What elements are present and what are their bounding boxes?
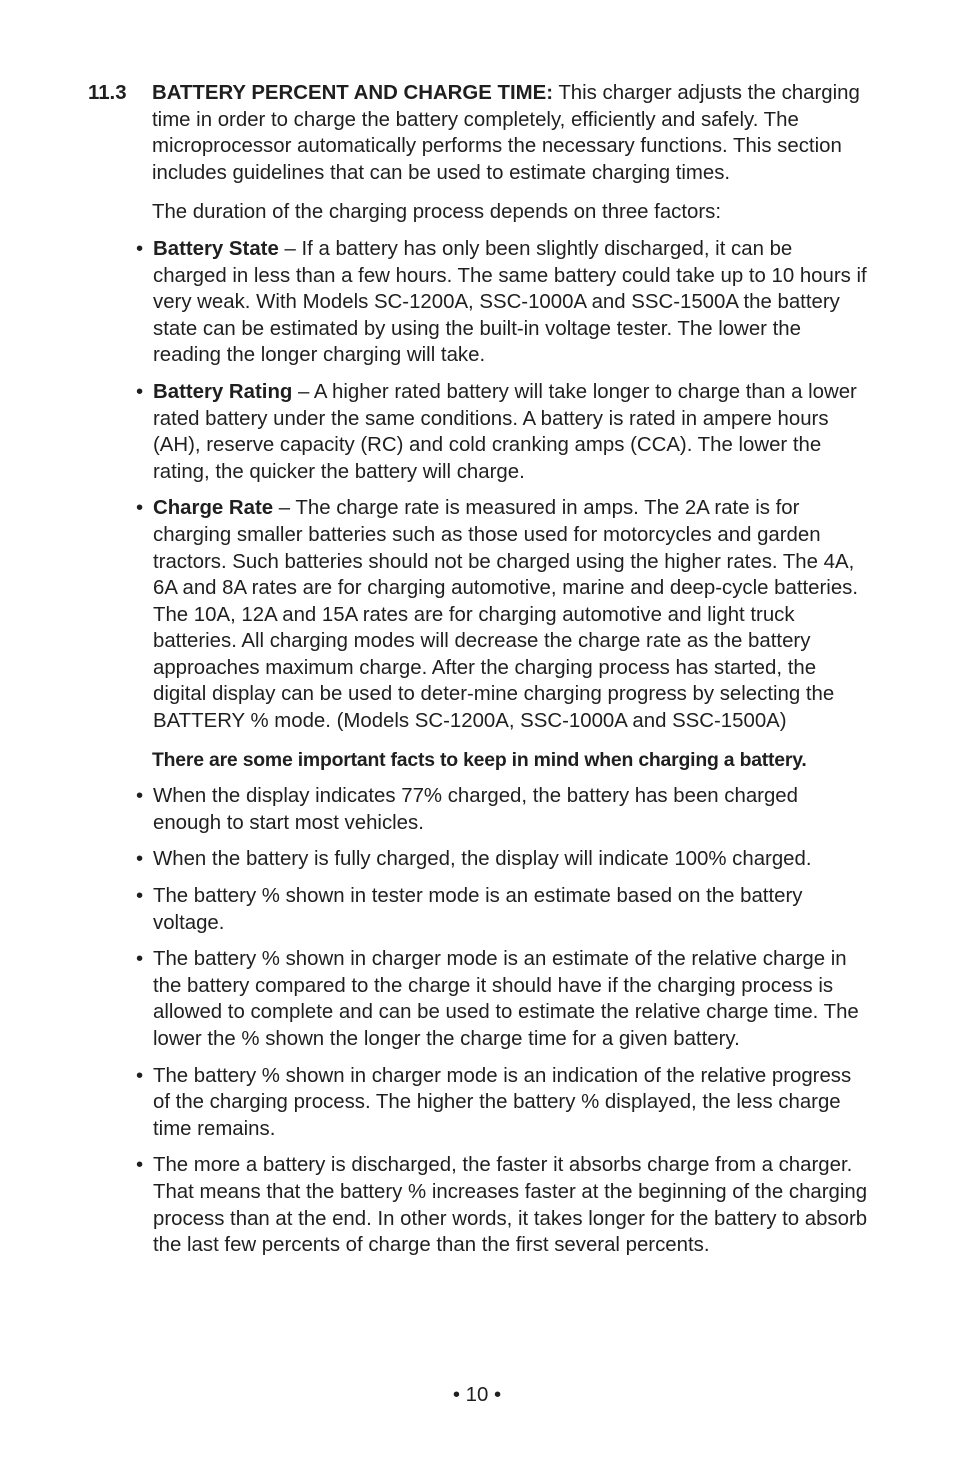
bullet-icon: • bbox=[136, 948, 144, 971]
factor-term: Charge Rate bbox=[153, 497, 274, 520]
bullet-icon: • bbox=[136, 380, 144, 403]
fact-text: When the display indicates 77% charged, the battery has been charged enough to start most vehicles. bbox=[153, 785, 798, 834]
facts-heading: There are some important facts to keep in mind when charging a battery. bbox=[152, 748, 807, 771]
factor-text: – If a battery has only been slightly discharged, it can be charged in less than a few hours. The same battery could take up to 10 hours if very weak. With Models SC-1200A, SSC-1000A and SSC-1500A the battery state can be estimated by using the built-in voltage tester. The lower the reading the longer charging will take. bbox=[153, 237, 867, 367]
fact-item bbox=[136, 1063, 870, 1143]
facts-list bbox=[136, 783, 870, 1259]
factor-term: Battery State bbox=[153, 237, 279, 260]
bullet-icon: • bbox=[136, 848, 144, 871]
factor-term: Battery Rating bbox=[153, 380, 293, 403]
bullet-icon: • bbox=[136, 1154, 144, 1177]
fact-item bbox=[136, 883, 870, 936]
fact-item bbox=[136, 846, 870, 873]
bullet-icon: • bbox=[136, 1064, 144, 1087]
factors-lead-text: The duration of the charging process depends on three factors: bbox=[152, 201, 722, 224]
bullet-icon: • bbox=[136, 237, 144, 260]
bullet-icon: • bbox=[136, 497, 144, 520]
fact-item bbox=[136, 1152, 870, 1258]
bullet-icon: • bbox=[136, 785, 144, 808]
section-11-3 bbox=[88, 80, 870, 1259]
section-intro-text: This charger adjusts the charging time in order to charge the battery completely, efficiently and safely. The microprocessor automatically performs the necessary functions. This section includes guidelines that can be used to estimate charging times. bbox=[152, 82, 860, 184]
factor-text: – A higher rated battery will take longer to charge than a lower rated battery under the same conditions. A battery is rated in ampere hours (AH), reserve capacity (RC) and cold cranking amps (CCA). The lower the rating, the quicker the battery will charge. bbox=[153, 380, 857, 483]
fact-text: The battery % shown in charger mode is an indication of the relative progress of the charging process. The higher the battery % displayed, the less charge time remains. bbox=[153, 1064, 852, 1140]
fact-item bbox=[136, 783, 870, 836]
factor-battery-state bbox=[136, 236, 870, 369]
factor-charge-rate bbox=[136, 495, 870, 734]
fact-text: The more a battery is discharged, the faster it absorbs charge from a charger. That means that the battery % increases faster at the beginning of the charging process than at the end. In other words, it takes longer for the battery to absorb the last few percents of charge than the first several percents. bbox=[153, 1154, 868, 1257]
fact-item bbox=[136, 946, 870, 1052]
factors-list bbox=[136, 236, 870, 735]
factor-battery-rating bbox=[136, 379, 870, 485]
fact-text: When the battery is fully charged, the display will indicate 100% charged. bbox=[153, 848, 812, 871]
page-number: • 10 • bbox=[452, 1384, 502, 1406]
fact-text: The battery % shown in charger mode is an estimate of the relative charge in the battery compared to the charge it should have if the charging process is allowed to complete and can be used to estimate the relative charge time. The lower the % shown the longer the charge time for a given battery. bbox=[153, 948, 859, 1050]
factor-text: – The charge rate is measured in amps. The 2A rate is for charging smaller batteries such as those used for motorcycles and garden tractors. Such batteries should not be charged using the higher rates. The 4A, 6A and 8A rates are for charging automotive, marine and deep-cycle batteries. The 10A, 12A and 15A rates are for charging automotive and light truck batteries. All charging modes will decrease the charge rate as the battery approaches maximum charge. After the charging process has started, the digital display can be used to deter-mine charging progress by selecting the BATTERY % mode. (Models SC-1200A, SSC-1000A and SSC-1500A) bbox=[153, 497, 859, 733]
section-intro-paragraph bbox=[152, 80, 870, 186]
section-number: 11.3 bbox=[88, 82, 127, 104]
fact-text: The battery % shown in tester mode is an estimate based on the battery voltage. bbox=[153, 885, 803, 934]
bullet-icon: • bbox=[136, 885, 144, 908]
section-title: BATTERY PERCENT AND CHARGE TIME: bbox=[152, 82, 554, 104]
